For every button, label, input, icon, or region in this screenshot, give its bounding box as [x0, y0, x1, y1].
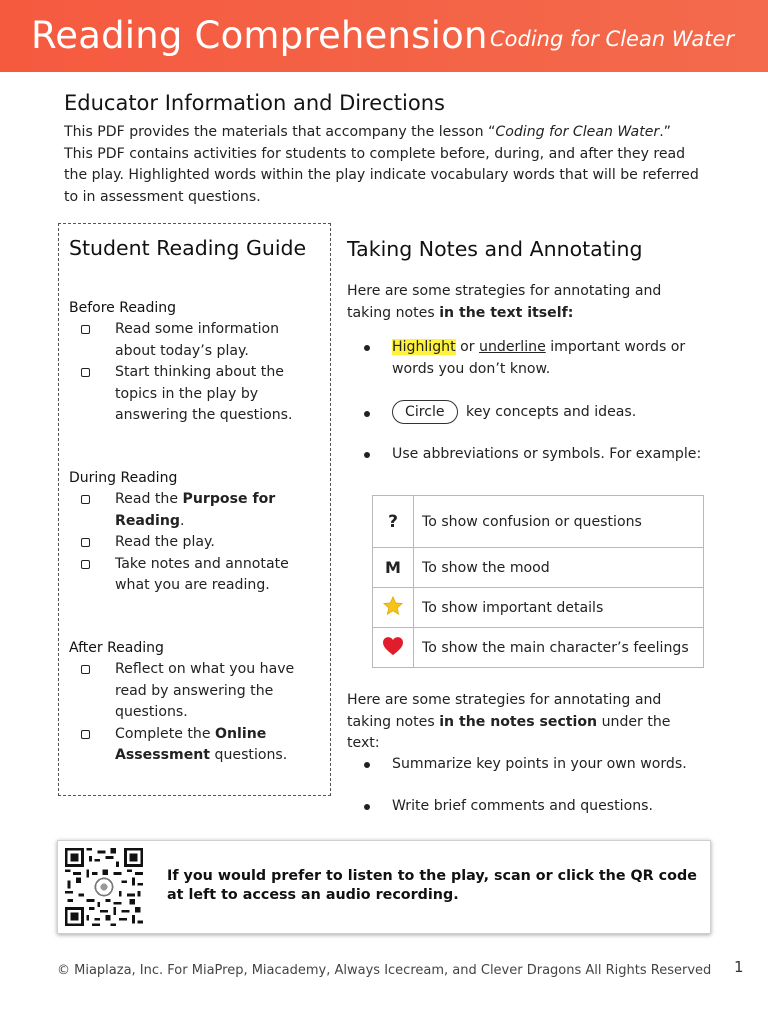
after-reading-list	[69, 659, 319, 767]
annotation-strategies-list-3	[347, 444, 717, 466]
checklist-item: Reflect on what you have read by answering the questions.	[69, 659, 319, 724]
during-reading-heading: During Reading	[69, 470, 178, 486]
heart-icon	[382, 636, 404, 656]
symbol-cell	[373, 628, 414, 668]
symbol-table	[372, 495, 704, 668]
checklist-item: Read the Purpose for Reading.	[69, 489, 319, 532]
header-banner	[0, 0, 768, 72]
page-title: Reading Comprehension	[31, 14, 488, 57]
checkbox-icon	[81, 325, 90, 334]
bullet-icon	[364, 452, 370, 458]
before-reading-heading: Before Reading	[69, 300, 177, 316]
bullet-icon	[364, 762, 370, 768]
notes-section-intro: Here are some strategies for annotating and taking notes in the notes section under the text:	[347, 692, 671, 751]
highlight-example: Highlight	[392, 339, 456, 355]
checklist-item: Start thinking about the topics in the play by answering the questions.	[69, 362, 319, 427]
annotation-strategies-list	[347, 337, 717, 380]
checklist-item: Take notes and annotate what you are reading.	[69, 554, 319, 597]
description-cell: To show the main character’s feelings	[414, 628, 704, 668]
page-number: 1	[734, 958, 744, 976]
notes-intro-text: Here are some strategies for annotating and taking notes in the text itself:	[347, 283, 662, 321]
notes-strategies-list	[347, 754, 717, 776]
annotation-strategies-list-2	[347, 400, 717, 424]
bullet-icon	[364, 345, 370, 351]
guide-title: Student Reading Guide	[69, 236, 307, 260]
checklist-item: Read the play.	[69, 532, 319, 554]
notes-strategies-list-2	[347, 796, 717, 818]
audio-recording-text: If you would prefer to listen to the play, scan or click the QR code at left to access an audio recording.	[167, 868, 697, 903]
list-item: Circle key concepts and ideas.	[347, 400, 717, 424]
table-row	[373, 628, 704, 668]
checkbox-icon	[81, 538, 90, 547]
checkbox-icon	[81, 665, 90, 674]
list-item: Summarize key points in your own words.	[347, 754, 717, 776]
student-reading-guide	[58, 223, 331, 796]
star-icon	[382, 595, 404, 617]
copyright-footer: © Miaplaza, Inc. For MiaPrep, Miacademy, Always Icecream, and Clever Dragons All Rights Reserved	[57, 963, 712, 978]
symbol-cell	[373, 588, 414, 628]
symbol-cell: ?	[373, 496, 414, 548]
circle-example: Circle	[392, 400, 458, 424]
description-cell: To show important details	[414, 588, 704, 628]
checkbox-icon	[81, 560, 90, 569]
before-reading-list	[69, 319, 319, 427]
during-reading-list	[69, 489, 319, 597]
checklist-item: Read some information about today’s play.	[69, 319, 319, 362]
bullet-icon	[364, 411, 370, 417]
lesson-subtitle: Coding for Clean Water	[490, 27, 735, 51]
checkbox-icon	[81, 368, 90, 377]
underline-example: underline	[479, 339, 546, 355]
symbol-cell: M	[373, 548, 414, 588]
checkbox-icon	[81, 495, 90, 504]
description-cell: To show confusion or questions	[414, 496, 704, 548]
audio-recording-callout	[57, 840, 711, 934]
checkbox-icon	[81, 730, 90, 739]
qr-code-icon[interactable]	[65, 848, 143, 926]
list-item: Write brief comments and questions.	[347, 796, 717, 818]
table-row	[373, 496, 704, 548]
description-cell: To show the mood	[414, 548, 704, 588]
notes-section-title: Taking Notes and Annotating	[347, 237, 643, 261]
lesson-name: Coding for Clean Water	[495, 124, 660, 140]
table-row	[373, 588, 704, 628]
list-item: Highlight or underline important words or words you don’t know.	[347, 337, 717, 380]
bullet-icon	[364, 804, 370, 810]
after-reading-heading: After Reading	[69, 640, 164, 656]
table-row	[373, 548, 704, 588]
list-item: Use abbreviations or symbols. For example:	[347, 444, 717, 466]
educator-section-title: Educator Information and Directions	[64, 91, 445, 115]
educator-directions: This PDF provides the materials that accompany the lesson “Coding for Clean Water.” This PDF contains activities for students to complete before, during, and after they read the play. Highlighted words within the play indicate vocabulary words that will be referred to in assessment questions.	[64, 124, 699, 205]
checklist-item: Complete the Online Assessment questions.	[69, 724, 319, 767]
